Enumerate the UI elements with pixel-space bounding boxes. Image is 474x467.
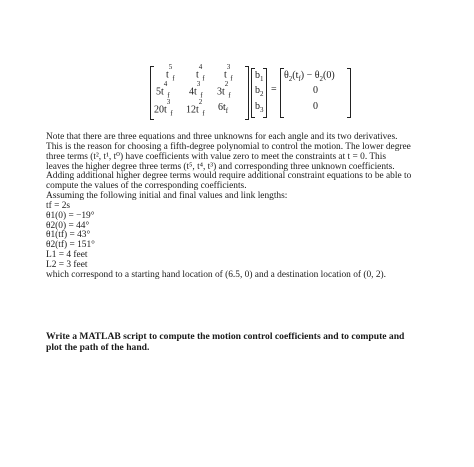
rhs-right-bracket — [347, 68, 351, 118]
matrix-cell: $t^4_f$ — [196, 63, 205, 83]
matrix-cell: $t^5_f$ — [166, 63, 175, 83]
given-l1: L1 = 4 feet — [46, 250, 88, 261]
explanation-text — [46, 133, 446, 281]
given-theta2-initial: θ2(0) = 44° — [46, 220, 90, 231]
given-tf: tf = 2s — [46, 200, 71, 211]
unknown-b2: $b_2$ — [255, 85, 264, 98]
given-theta2-final: θ2(tf) = 151° — [46, 240, 95, 251]
matrix-equation — [150, 64, 350, 124]
matrix-cell: $5t^4_f$ — [156, 80, 170, 100]
task-line: plot the path of the hand. — [46, 341, 150, 353]
text-line: This is the reason for choosing a fifth-degree polynomial to control the motion. The lower degree — [46, 141, 411, 152]
text-line: which correspond to a starting hand location of (6.5, 0) and a destination location of (0, 2). — [46, 269, 387, 280]
equals-sign: = — [271, 84, 277, 95]
text-line: compute the values of the corresponding coefficients. — [46, 181, 247, 192]
text-line: leaves the higher degree three terms (t⁵, t⁴, t³) and corresponding three unknown coefficients. — [46, 161, 395, 172]
coef-matrix-right-bracket — [245, 66, 249, 120]
matrix-cell: $t^3_f$ — [224, 63, 233, 83]
rhs-row-3: 0 — [313, 101, 318, 112]
task-statement — [46, 332, 446, 353]
matrix-cell: $20t^3_f$ — [154, 98, 173, 118]
rhs-row-1: $\theta_2(t_f) - \theta_2(0)$ — [284, 70, 335, 83]
matrix-cell: $4t^3_f$ — [189, 80, 203, 100]
rhs-row-2: 0 — [313, 85, 318, 96]
text-line: Adding additional higher degree terms would require additional constraint equations to be able to — [46, 171, 412, 182]
matrix-cell: $6t_f$ — [218, 102, 229, 115]
unknown-b3: $b_3$ — [255, 101, 264, 114]
task-line: Write a MATLAB script to compute the motion control coefficients and to compute and — [46, 331, 405, 342]
given-theta1-initial: θ1(0) = −19° — [46, 210, 95, 221]
unknown-b1: $b_1$ — [255, 70, 264, 83]
matrix-cell: $3t^2_f$ — [217, 80, 231, 100]
text-line: Assuming the following initial and final values and link lengths: — [46, 191, 288, 202]
text-line: three terms (t², t¹, t⁰) have coefficients with value zero to meet the constraints at t = 0. This — [46, 151, 386, 162]
matrix-cell: $12t^2_f$ — [186, 98, 205, 118]
given-theta1-final: θ1(tf) = 43° — [46, 230, 91, 241]
given-l2: L2 = 3 feet — [46, 259, 88, 270]
text-line: Note that there are three equations and three unknowns for each angle and its two derivatives. — [46, 132, 398, 142]
